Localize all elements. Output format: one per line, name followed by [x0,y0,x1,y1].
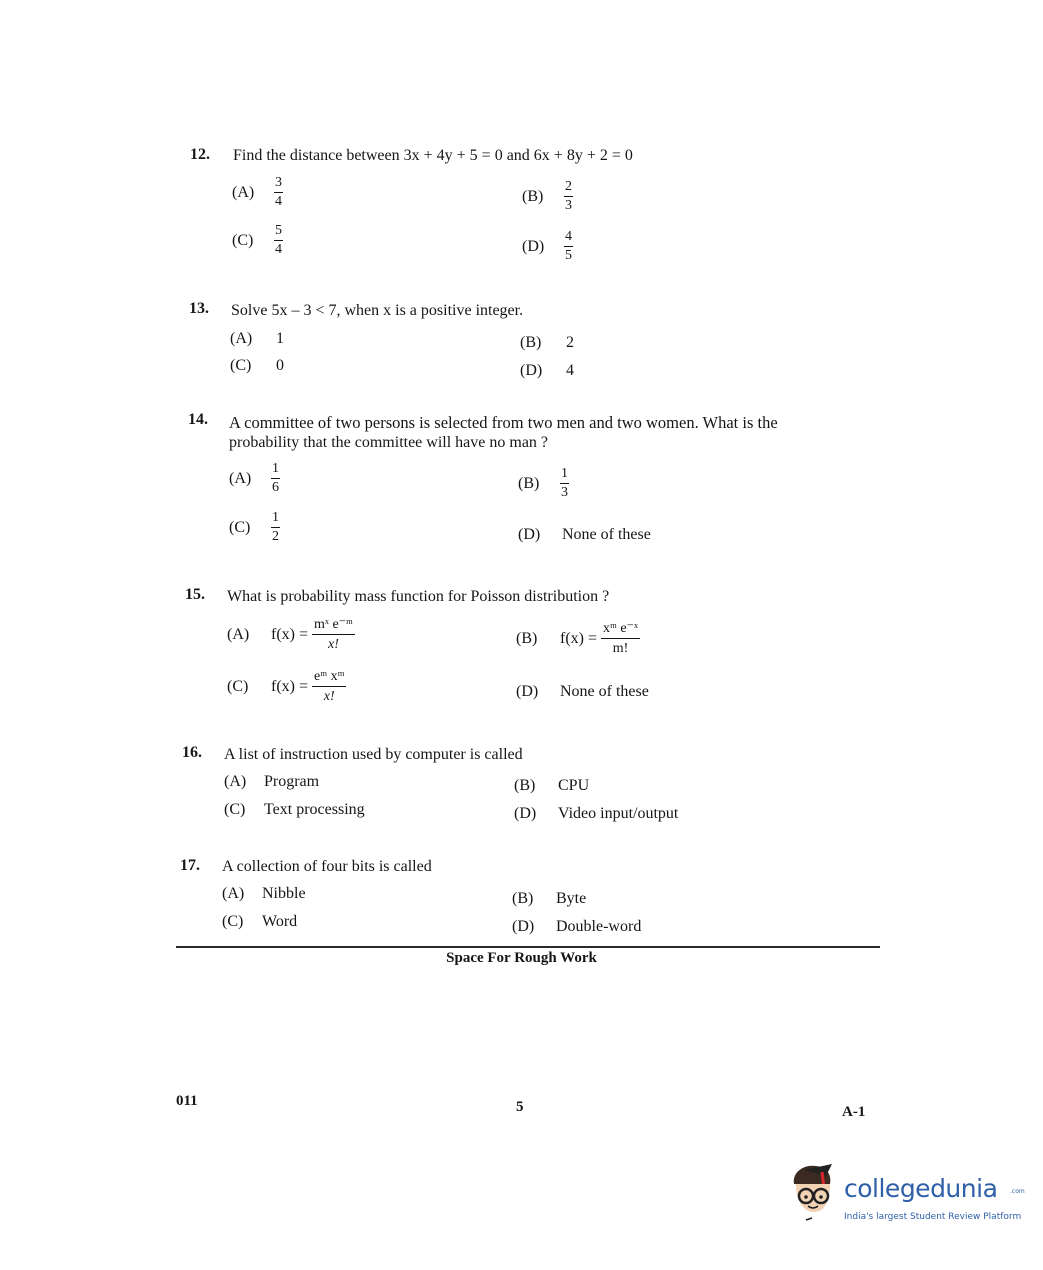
option-d [512,918,641,936]
option-a [227,618,355,652]
fraction [271,511,280,544]
question-stem: Find the distance between 3x + 4y + 5 = 0 and 6x + 8y + 2 = 0 [233,147,633,164]
logo-tagline: India's largest Student Review Platform [844,1212,1022,1222]
question-number: 16. [182,744,202,761]
divider [176,946,880,948]
denominator: 3 [565,198,572,213]
denominator: 3 [561,485,568,500]
formula-lhs: f(x) = [271,626,309,643]
page-number: 5 [516,1099,524,1115]
option-label: (C) [232,231,254,249]
logo-suffix: .com [1010,1188,1025,1195]
numerator: 1 [560,467,569,484]
option-label: (D) [520,362,543,379]
fraction [564,180,573,213]
formula-lhs: f(x) = [560,630,598,647]
option-label: (C) [224,801,246,818]
question-stem-line-1: A committee of two persons is selected from two men and two women. What is the [229,413,778,432]
option-text: 4 [566,362,574,379]
option-a [229,462,280,495]
fraction [564,230,573,263]
option-d [522,230,573,263]
option-label: (C) [229,518,251,536]
option-label: (B) [518,474,540,492]
numerator: 2 [564,180,573,197]
question-number: 14. [188,411,208,428]
numerator: 4 [564,230,573,247]
option-text: Text processing [264,801,365,818]
collegedunia-logo [786,1162,1025,1232]
option-text: Nibble [262,885,306,902]
numerator: 1 [271,511,280,528]
option-c [229,511,280,544]
formula-fraction [312,618,355,652]
option-label: (D) [516,683,539,700]
option-label: (D) [512,918,535,935]
option-label: (B) [516,630,538,647]
question-number: 13. [189,300,209,317]
option-label: (A) [230,330,253,347]
footer-set: A-1 [842,1104,866,1120]
option-label: (A) [222,885,245,902]
option-d [516,683,649,701]
option-d [514,805,678,823]
question-stem-line-2: probability that the committee will have no man ? [229,434,549,451]
option-b [516,622,640,656]
option-a [222,885,306,903]
option-label: (A) [224,773,247,790]
option-d [518,526,651,544]
question-number: 17. [180,857,200,874]
question-number: 15. [185,586,205,603]
fraction [274,176,283,209]
option-label: (A) [227,626,250,643]
fraction [274,224,283,257]
denominator: x! [323,689,335,704]
option-b [514,777,589,795]
option-a [230,330,284,348]
denominator: x! [328,637,339,652]
option-c [230,357,284,375]
option-text: Double-word [556,918,642,935]
footer-code: 011 [176,1093,198,1109]
option-label: (C) [230,357,252,374]
fraction [560,467,569,500]
option-label: (D) [514,805,537,822]
numerator: 3 [274,176,283,193]
question-stem: A collection of four bits is called [222,858,432,875]
option-label: (A) [229,469,252,487]
option-label: (B) [514,777,536,794]
option-text: Video input/output [558,805,679,822]
denominator: 6 [272,480,279,495]
option-text: 0 [276,357,284,374]
denominator: 5 [565,248,572,263]
option-c [222,913,297,931]
option-label: (B) [512,890,534,907]
question-number: 12. [190,146,210,163]
option-b [522,180,573,213]
denominator: 4 [275,242,282,257]
option-label: (A) [232,183,255,201]
option-text: 2 [566,334,574,351]
fraction [271,462,280,495]
option-label: (B) [522,187,544,205]
option-text: CPU [558,777,590,794]
rough-work-heading: Space For Rough Work [446,950,597,966]
logo-wordmark: collegedunia [844,1174,998,1203]
option-b [518,467,569,500]
question-stem: What is probability mass function for Poisson distribution ? [227,588,610,605]
formula-lhs: f(x) = [271,678,309,695]
option-a [232,176,283,209]
question-stem: Solve 5x – 3 < 7, when x is a positive integer. [231,302,524,319]
numerator: 5 [274,224,283,241]
numerator: mˣ e⁻ᵐ [312,618,355,635]
option-c [232,224,283,257]
option-text: None of these [560,683,649,700]
denominator: m! [612,641,629,656]
option-d [520,362,574,380]
option-b [520,334,574,352]
option-a [224,773,319,791]
option-c [227,670,346,704]
option-text: Word [262,913,298,930]
denominator: 2 [272,529,279,544]
option-text: 1 [276,330,284,347]
formula-fraction [601,622,640,656]
option-label: (B) [520,334,542,351]
option-b [512,890,586,908]
numerator: xᵐ e⁻ˣ [601,622,640,639]
option-label: (C) [227,678,249,695]
option-text: Byte [556,890,587,907]
numerator: 1 [271,462,280,479]
option-label: (C) [222,913,244,930]
option-c [224,801,365,819]
option-label: (D) [518,526,541,543]
option-text: None of these [562,526,651,543]
formula-fraction [312,670,346,704]
question-stem: A list of instruction used by computer is called [224,746,523,763]
option-text: Program [264,773,320,790]
numerator: eᵐ xᵐ [312,670,346,687]
denominator: 4 [275,194,282,209]
mascot-icon [786,1162,842,1222]
option-label: (D) [522,237,545,255]
